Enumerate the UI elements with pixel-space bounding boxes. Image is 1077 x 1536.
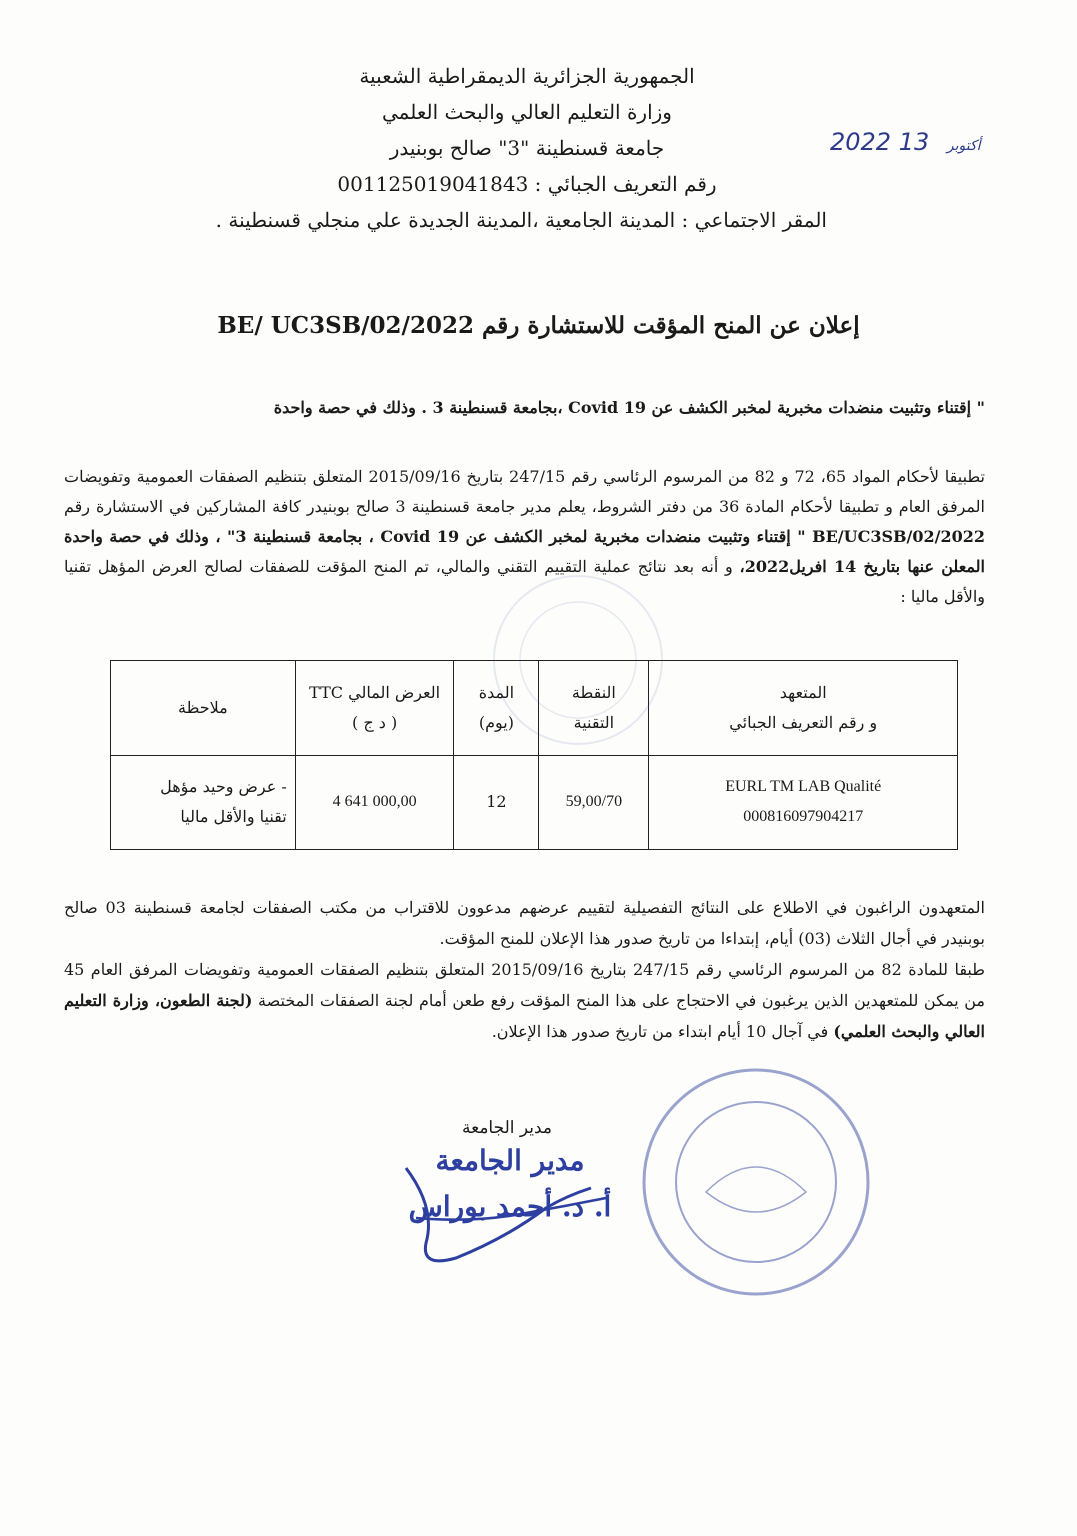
cell-offer: 4 641 000,00 (295, 755, 454, 850)
ministry-name: وزارة التعليم العالي والبحث العلمي (382, 100, 672, 124)
signature-title: مدير الجامعة (462, 1118, 553, 1138)
university-name: جامعة قسنطينة "3" صالح بوبنيدر (389, 136, 665, 160)
intro-part2: 2022/BE/UC3SB/02 " إقتناء وتثبيت منضدات مخبرية لمخبر الكشف عن Covid 19 ، بجامعة قسنطينة 3" ، وذلك في حصة واحدة المعلن عنها بتاريخ 14 افريل2022، (64, 527, 986, 576)
announcement-title: إعلان عن المنح المؤقت للاستشارة رقم 2022/BE/ UC3SB/02 (217, 312, 860, 339)
intro-part1: تطبيقا لأحكام المواد 65، 72 و 82 من المرسوم الرئاسي رقم 247/15 بتاريخ 2015/09/16 المتعلق بتنظيم الصفقات العمومية وتفويضات المرفق العام و تطبيقا لأحكام المادة 36 من دفتر الشروط، يعلم مدير جامعة قسنطينة 3 صالح بوبنيدر كافة المشاركين في الاستشارة رقم (64, 467, 986, 516)
bidder-name: EURL TM LAB Qualité (725, 778, 882, 796)
cell-duration: 12 (454, 755, 539, 850)
paragraph-consultation: المتعهدون الراغبون في الاطلاع على النتائج التفصيلية لتقييم عرضهم مدعوون للاقتراب من مكتب الصفقات لجامعة قسنطينة 03 صالح بوبنيدر في أجال الثلاث (03) أيام، إبتداءا من تاريخ صدور هذا الإعلان للمنح المؤقت. (64, 898, 986, 948)
header-score: النقطة التقنية (539, 661, 649, 756)
university-seal-icon (636, 1062, 876, 1302)
republic-name: الجمهورية الجزائرية الديمقراطية الشعبية (359, 64, 695, 88)
header-duration: المدة (يوم) (454, 661, 539, 756)
table-row (111, 755, 958, 850)
intro-part3: و أنه بعد نتائج عملية التقييم التقني والمالي، تم المنح المؤقت للصفقات لصالح العرض المؤهل تقنيا والأقل ماليا : (64, 557, 985, 606)
date-year: 2022 (830, 128, 892, 156)
closing-paragraphs (64, 892, 985, 1047)
cell-note: - عرض وحيد مؤهل تقنيا والأقل ماليا (111, 755, 296, 850)
cell-bidder (649, 755, 958, 850)
header-bidder: المتعهد و رقم التعريف الجبائي (649, 661, 958, 756)
cell-score: 59,00/70 (539, 755, 649, 850)
letterhead (215, 58, 827, 238)
announcement-subject: " إقتناء وتثبيت منضدات مخبرية لمخبر الكشف عن Covid 19 ،بجامعة قسنطينة 3 . وذلك في حصة واحدة (273, 398, 985, 417)
tax-id: رقم التعريف الجبائي : 001125019041843 (337, 172, 717, 196)
stamp-line-1: مدير الجامعة (435, 1144, 585, 1177)
date-day: 13 (898, 128, 930, 156)
date-month: أكتوبر (946, 138, 981, 154)
header-note: ملاحظة (111, 661, 296, 756)
stamp-line-2: أ. د. أحمد بوراس (408, 1190, 612, 1223)
bidder-tax-id: 000816097904217 (743, 808, 864, 826)
header-offer: العرض المالي TTC ( د ج ) (295, 661, 454, 756)
date-stamp (830, 128, 991, 156)
paragraph-appeal: طبقا للمادة 82 من المرسوم الرئاسي رقم 247/15 بتاريخ 2015/09/16 المتعلق بتنظيم الصفقات العمومية وتفويضات المرفق العام 45 من يمكن للمتعهدين الذين يرغبون في الاحتجاج على هذا المنح المؤقت رفع طعن أمام لجنة الصفقات المختصة (لجنة الطعون، وزارة التعليم العالي والبحث العلمي) في آجال 10 أيام ابتداء من تاريخ صدور هذا الإعلان. (64, 960, 985, 1041)
watermark-seal-icon (488, 570, 668, 750)
handwritten-signature-icon (396, 1148, 616, 1278)
address: المقر الاجتماعي : المدينة الجامعية ،المدينة الجديدة علي منجلي قسنطينة . (215, 208, 827, 232)
